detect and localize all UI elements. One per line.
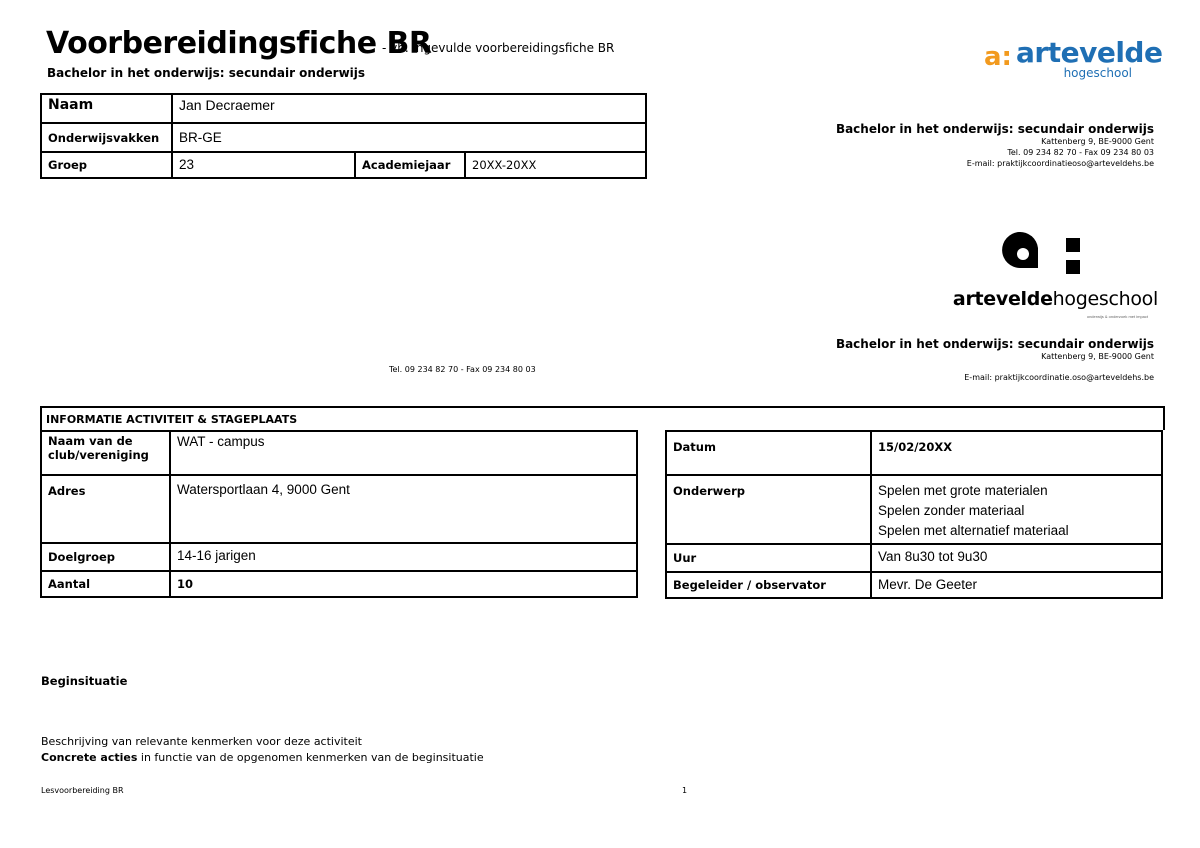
artevelde-logo-large	[952, 226, 1160, 322]
beginsituatie-line1: Beschrijving van relevante kenmerken voor deze activiteit	[41, 735, 362, 748]
logo-sub: hogeschool	[1063, 66, 1132, 80]
address-block-bottom	[836, 337, 1154, 383]
name-value: Jan Decraemer	[172, 94, 646, 123]
activity-heading-box	[40, 406, 1165, 430]
address-label: Adres	[41, 475, 170, 543]
beginsituatie-heading: Beginsituatie	[41, 674, 128, 688]
group-value: 23	[172, 152, 355, 178]
address-email: E-mail: praktijkcoordinatieoso@arteveldehs.be	[966, 159, 1154, 168]
year-label: Academiejaar	[355, 152, 465, 178]
year-value: 20XX-20XX	[465, 152, 646, 178]
subjects-label: Onderwijsvakken	[41, 123, 172, 152]
activity-right-table	[665, 430, 1163, 599]
subjects-value: BR-GE	[172, 123, 646, 152]
count-value: 10	[170, 571, 637, 597]
subject-label: Onderwerp	[666, 475, 871, 544]
time-value: Van 8u30 tot 9u30	[871, 544, 1162, 572]
page-title: Voorbereidingsfiche BR	[46, 26, 432, 61]
student-info-table	[40, 93, 647, 179]
address-program: Bachelor in het onderwijs: secundair onderwijs	[835, 122, 1154, 136]
date-label: Datum	[666, 431, 871, 475]
group-label: Groep	[41, 152, 172, 178]
subject-line: Spelen zonder materiaal	[878, 503, 1025, 518]
supervisor-label: Begeleider / observator	[666, 572, 871, 598]
subject-line: Spelen met grote materialen	[878, 483, 1048, 498]
address-phone: Tel. 09 234 82 70 - Fax 09 234 80 03	[1007, 148, 1154, 157]
address-street: Kattenberg 9, BE-9000 Gent	[1041, 137, 1154, 146]
target-label: Doelgroep	[41, 543, 170, 571]
subject-value	[871, 475, 1162, 544]
count-label: Aantal	[41, 571, 170, 597]
target-value: 14-16 jarigen	[170, 543, 637, 571]
logo-wordmark-light: hogeschool	[1052, 288, 1158, 310]
footer-left: Lesvoorbereiding BR	[41, 786, 124, 795]
activity-heading: INFORMATIE ACTIVITEIT & STAGEPLAATS	[46, 413, 298, 426]
address2-program: Bachelor in het onderwijs: secundair onderwijs	[835, 337, 1154, 351]
logo-symbol-icon	[980, 226, 1160, 286]
program-name: Bachelor in het onderwijs: secundair onderwijs	[47, 66, 366, 80]
address2-street: Kattenberg 9, BE-9000 Gent	[1041, 352, 1154, 361]
supervisor-value: Mevr. De Geeter	[871, 572, 1162, 598]
time-label: Uur	[666, 544, 871, 572]
activity-left-table	[40, 430, 638, 598]
logo-wordmark	[953, 288, 1158, 310]
subject-line: Spelen met alternatief materiaal	[878, 523, 1069, 538]
address2-email: E-mail: praktijkcoordinatie.oso@arteveldehs.be	[964, 373, 1154, 382]
logo-tagline: onderwijs & onderzoek met impact	[1086, 314, 1148, 319]
beginsituatie-line2-rest: in functie van de opgenomen kenmerken van de beginsituatie	[137, 751, 484, 764]
address-block-top	[836, 122, 1154, 169]
logo-name: artevelde	[1016, 36, 1163, 69]
name-label: Naam	[41, 94, 172, 123]
logo-mark-icon: a:	[984, 42, 1012, 72]
logo-wordmark-bold: artevelde	[952, 288, 1053, 310]
beginsituatie-line2-bold: Concrete acties	[41, 751, 138, 764]
club-value: WAT - campus	[170, 431, 637, 475]
date-value: 15/02/20XX	[871, 431, 1162, 475]
artevelde-logo-top	[984, 36, 1163, 84]
club-label: Naam van de club/vereniging	[41, 431, 170, 475]
address-value: Watersportlaan 4, 9000 Gent	[170, 475, 637, 543]
page-subtitle: - vb. ingevulde voorbereidingsfiche BR	[382, 41, 615, 55]
page-number: 1	[682, 786, 688, 795]
phone-center: Tel. 09 234 82 70 - Fax 09 234 80 03	[389, 365, 536, 374]
beginsituatie-line2	[41, 751, 484, 764]
